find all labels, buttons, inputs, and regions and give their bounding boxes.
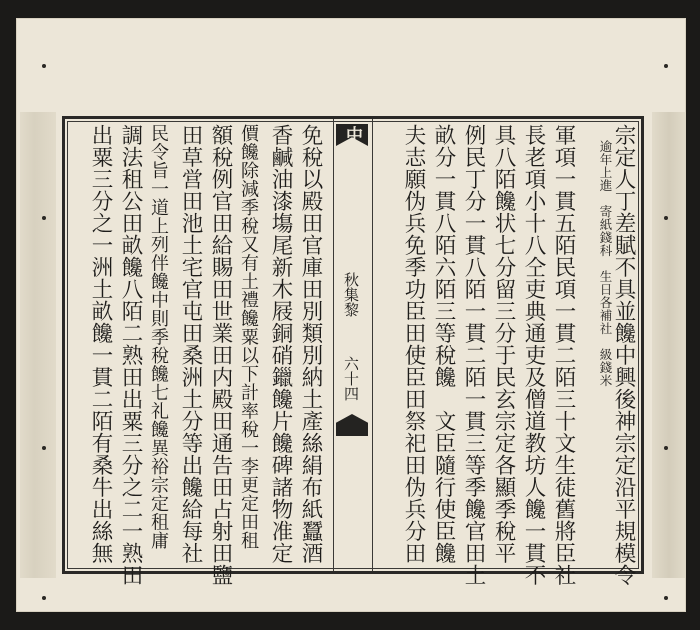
text-column: 額稅例官田給賜田世業田内殿田通告田占射田鹽 xyxy=(208,124,233,586)
text-column: 夫志願伪兵免季功臣田使臣田祭祀田伪兵分田 xyxy=(401,124,426,564)
text-column: 長老項小十八仝吏典通吏及僧道教坊人饞一貫不 xyxy=(521,124,546,586)
annotation-column: 逾年上進 寄紙錢科 生日各補社 級錢米 xyxy=(598,140,613,387)
binding-hole xyxy=(42,216,46,220)
text-column: 民令旨一道上列伴饞中則季稅饞七礼饞異裕宗定租庸 xyxy=(148,124,169,550)
text-column: 免稅以殿田官庫田別類別納土產絲絹布紙蠶酒 xyxy=(298,124,323,564)
text-column: 調法租公田畝饞八陌二熟田出粟三分之二一熟田 xyxy=(118,124,143,586)
binding-hole xyxy=(664,216,668,220)
binding-hole xyxy=(664,596,668,600)
text-column: 價饞除減季稅又有土禮饞粟以下計率稅一李更定田租 xyxy=(238,124,259,550)
text-column: 宗定人丁差賦不具並饞中興後神宗定沿平規模令 xyxy=(611,124,636,586)
text-column: 田草営田池土宅官屯田桑洲土分等出饞給每社 xyxy=(178,124,203,564)
text-column: 具八陌饞状七分留三分于民玄宗定各顯季稅平 xyxy=(491,124,516,564)
binding-hole xyxy=(42,446,46,450)
book-title: 中學越史撮要 xyxy=(342,126,362,228)
text-column: 軍項一貫五陌民項一貫二陌三十文生徒舊將臣社 xyxy=(551,124,576,586)
page-number: 六十四 xyxy=(342,356,360,401)
right-fold-margin xyxy=(652,112,686,578)
text-column: 出粟三分之一洲土畝饞一貫二陌有桑牛出絲無 xyxy=(88,124,113,564)
text-column: 例民丁分一貫八陌一貫二陌一貫三等季饞官田土 xyxy=(461,124,486,586)
left-fold-margin xyxy=(20,112,56,578)
binding-hole xyxy=(42,596,46,600)
text-column: 畝分一貫八陌六陌三等稅饞 文臣隨行使臣饞 xyxy=(431,124,456,564)
binding-hole xyxy=(42,64,46,68)
binding-hole xyxy=(664,64,668,68)
section-title: 秋集黎 xyxy=(342,272,360,317)
text-column: 香鹹油漆塲尾新木屐銅硝鑞饞片饞碑諸物准定 xyxy=(268,124,293,564)
binding-hole xyxy=(664,446,668,450)
